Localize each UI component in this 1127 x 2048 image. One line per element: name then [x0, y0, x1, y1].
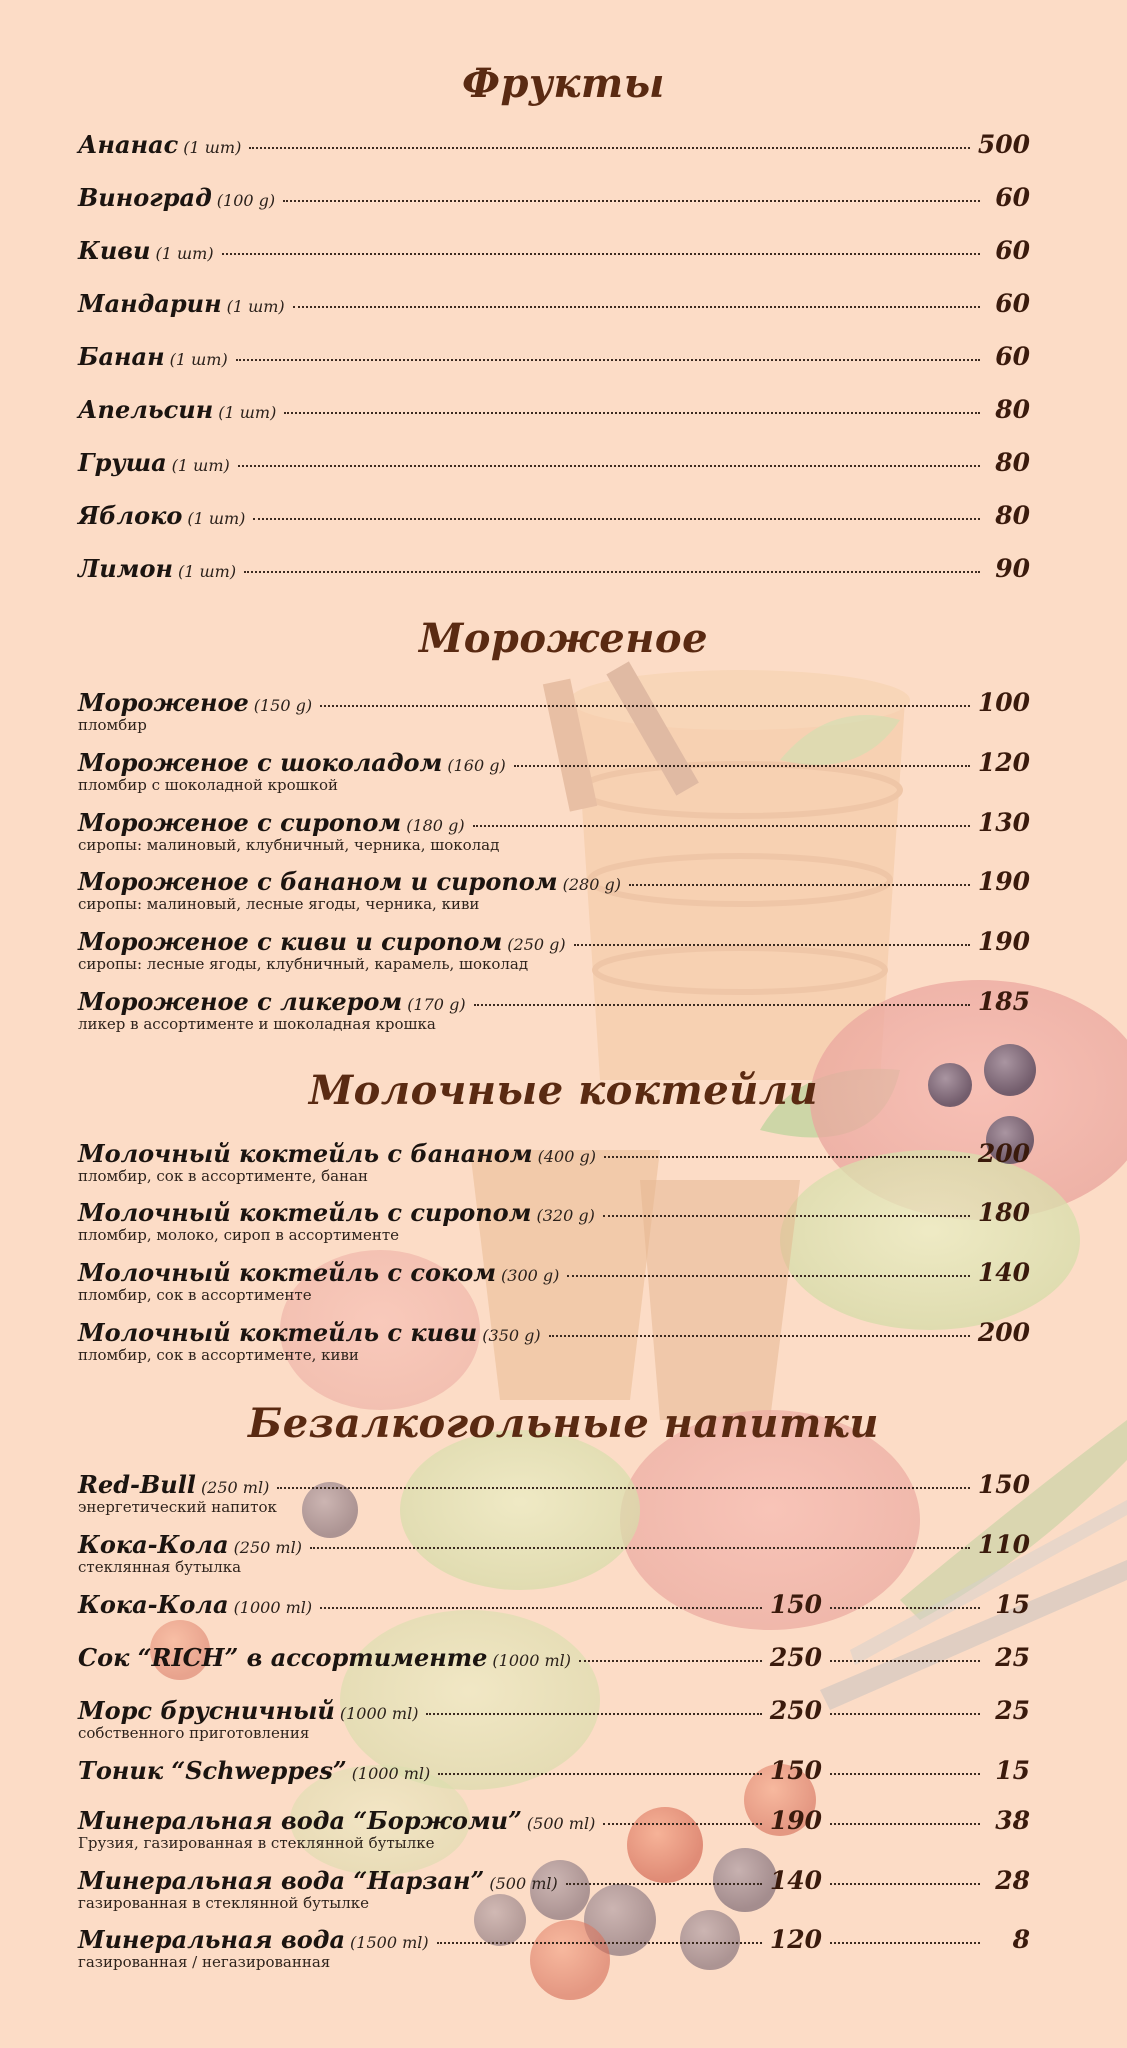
item-price: 60 [995, 289, 1030, 318]
dot-leader [604, 1156, 970, 1158]
item-price: 200 [977, 1318, 1030, 1347]
item-name: Лимон [78, 554, 173, 583]
item-portion: (1 шт) [187, 509, 246, 528]
item-price-litre: 250 [769, 1696, 822, 1725]
menu-item [78, 1696, 1030, 1742]
item-portion: (1 шт) [155, 244, 214, 263]
item-name: Минеральная вода “Боржоми” [78, 1806, 522, 1835]
section-title-fruits: Фрукты [462, 60, 665, 107]
dot-leader [830, 1607, 980, 1609]
dot-leader [830, 1823, 980, 1825]
dot-leader [603, 1215, 970, 1217]
menu-item [78, 448, 1030, 482]
item-price: 190 [977, 867, 1030, 896]
item-portion: (1 шт) [171, 456, 230, 475]
item-price-litre: 190 [769, 1806, 822, 1835]
item-name: Мороженое с ликером [78, 987, 403, 1016]
item-name: Молочный коктейль с соком [78, 1258, 497, 1287]
item-name: Мороженое [78, 688, 249, 717]
dot-leader [320, 1607, 762, 1609]
item-price-glass: 38 [995, 1806, 1030, 1835]
item-price: 80 [995, 501, 1030, 530]
item-description: пломбир с шоколадной крошкой [78, 776, 339, 794]
item-price-glass: 8 [1012, 1925, 1030, 1954]
item-price: 80 [995, 448, 1030, 477]
item-portion: (250 ml) [200, 1478, 270, 1497]
menu-item [78, 183, 1030, 217]
item-price: 150 [977, 1470, 1030, 1499]
item-price-litre: 140 [769, 1866, 822, 1895]
dot-leader [283, 200, 980, 202]
menu-item [78, 808, 1030, 854]
item-portion: (1 шт) [226, 297, 285, 316]
dot-leader [566, 1883, 762, 1885]
item-price-litre: 120 [769, 1925, 822, 1954]
item-name: Сок “RICH” в ассортименте [78, 1643, 488, 1672]
item-price: 90 [995, 554, 1030, 583]
item-price: 185 [977, 987, 1030, 1016]
item-name: Минеральная вода [78, 1925, 346, 1954]
dot-leader [830, 1883, 980, 1885]
item-price-glass: 25 [995, 1696, 1030, 1725]
dot-leader [222, 253, 980, 255]
item-price: 500 [977, 130, 1030, 159]
item-name: Red-Bull [78, 1470, 196, 1499]
item-portion: (1000 ml) [492, 1651, 571, 1670]
dot-leader [426, 1713, 761, 1715]
dot-leader [567, 1275, 969, 1277]
menu-item [78, 1139, 1030, 1185]
item-price: 110 [977, 1530, 1030, 1559]
item-portion: (160 g) [447, 756, 506, 775]
dot-leader [277, 1487, 969, 1489]
menu-item [78, 1470, 1030, 1516]
item-price-litre: 150 [769, 1756, 822, 1785]
section-title-milkshakes: Молочные коктейли [308, 1067, 819, 1114]
menu-item [78, 289, 1030, 323]
dot-leader [310, 1547, 970, 1549]
item-portion: (320 g) [536, 1206, 595, 1225]
item-portion: (1 шт) [183, 138, 242, 157]
dot-leader [830, 1773, 980, 1775]
item-price: 60 [995, 236, 1030, 265]
item-name: Апельсин [78, 395, 214, 424]
item-price: 80 [995, 395, 1030, 424]
item-price-glass: 25 [995, 1643, 1030, 1672]
item-portion: (1500 ml) [350, 1933, 429, 1952]
menu-item [78, 236, 1030, 270]
dot-leader [830, 1942, 980, 1944]
item-name: Ананас [78, 130, 179, 159]
item-price-glass: 15 [995, 1590, 1030, 1619]
item-name: Мандарин [78, 289, 222, 318]
menu-item [78, 1806, 1030, 1852]
menu-item [78, 554, 1030, 588]
item-portion: (250 ml) [233, 1538, 302, 1557]
dot-leader [238, 465, 980, 467]
dot-leader [830, 1660, 980, 1662]
item-description: пломбир, молоко, сироп в ассортименте [78, 1226, 399, 1244]
item-price: 190 [977, 927, 1030, 956]
item-portion: (300 g) [501, 1266, 560, 1285]
menu-item [78, 987, 1030, 1033]
item-description: газированная / негазированная [78, 1953, 331, 1971]
section-title-soft-drinks: Безалкогольные напитки [248, 1400, 879, 1447]
item-portion: (100 g) [216, 191, 276, 210]
item-portion: (170 g) [407, 995, 466, 1014]
item-name: Морс брусничный [78, 1696, 335, 1725]
item-price: 130 [977, 808, 1030, 837]
item-portion: (1000 ml) [339, 1704, 419, 1723]
item-description: пломбир [78, 716, 147, 734]
menu-item [78, 1198, 1030, 1244]
dot-leader [293, 306, 980, 308]
item-description: газированная в стеклянной бутылке [78, 1894, 369, 1912]
item-name: Молочный коктейль с киви [78, 1318, 478, 1347]
menu-item [78, 927, 1030, 973]
item-price: 120 [977, 748, 1030, 777]
menu-item [78, 395, 1030, 429]
item-portion: (1 шт) [178, 562, 237, 581]
menu-item [78, 1530, 1030, 1576]
item-portion: (180 g) [406, 816, 465, 835]
item-name: Банан [78, 342, 165, 371]
item-portion: (1000 ml) [351, 1764, 431, 1783]
item-description: пломбир, сок в ассортименте, банан [78, 1167, 369, 1185]
item-description: энергетический напиток [78, 1498, 277, 1516]
item-price-glass: 15 [995, 1756, 1030, 1785]
dot-leader [574, 944, 970, 946]
item-price: 100 [977, 688, 1030, 717]
item-description: сиропы: малиновый, лесные ягоды, черника, киви [78, 895, 480, 913]
item-portion: (280 g) [562, 875, 621, 894]
section-title-icecream: Мороженое [418, 615, 709, 662]
item-name: Мороженое с киви и сиропом [78, 927, 503, 956]
item-portion: (250 g) [507, 935, 566, 954]
item-portion: (150 g) [253, 696, 313, 715]
dot-leader [473, 825, 970, 827]
item-description: сиропы: малиновый, клубничный, черника, шоколад [78, 836, 500, 854]
dot-leader [629, 884, 970, 886]
item-portion: (500 ml) [526, 1814, 596, 1833]
dot-leader [603, 1823, 762, 1825]
dot-leader [438, 1773, 762, 1775]
item-price-glass: 28 [995, 1866, 1030, 1895]
item-name: Киви [78, 236, 151, 265]
dot-leader [284, 412, 980, 414]
item-description: сиропы: лесные ягоды, клубничный, карамель, шоколад [78, 955, 529, 973]
menu-item [78, 1258, 1030, 1304]
menu-item [78, 501, 1030, 535]
item-description: стеклянная бутылка [78, 1558, 242, 1576]
dot-leader [244, 571, 980, 573]
item-name: Мороженое с шоколадом [78, 748, 443, 777]
item-price: 140 [977, 1258, 1030, 1287]
dot-leader [320, 705, 970, 707]
item-portion: (350 g) [482, 1326, 541, 1345]
dot-leader [474, 1004, 970, 1006]
menu-item [78, 1756, 1030, 1790]
item-name: Минеральная вода “Нарзан” [78, 1866, 485, 1895]
menu-item [78, 1318, 1030, 1364]
item-portion: (1000 ml) [233, 1598, 313, 1617]
menu-item [78, 1643, 1030, 1677]
dot-leader [437, 1942, 762, 1944]
item-price: 60 [995, 183, 1030, 212]
item-portion: (1 шт) [169, 350, 228, 369]
menu-item [78, 1925, 1030, 1971]
item-description: ликер в ассортименте и шоколадная крошка [78, 1015, 436, 1033]
item-description: собственного приготовления [78, 1724, 310, 1742]
dot-leader [253, 518, 980, 520]
item-price-litre: 150 [769, 1590, 822, 1619]
menu-item [78, 342, 1030, 376]
menu-item [78, 130, 1030, 164]
item-name: Груша [78, 448, 167, 477]
dot-leader [579, 1660, 762, 1662]
item-portion: (400 g) [537, 1147, 596, 1166]
dot-leader [549, 1335, 970, 1337]
menu-item [78, 748, 1030, 794]
menu-item [78, 867, 1030, 913]
item-price: 180 [977, 1198, 1030, 1227]
item-name: Кока-Кола [78, 1530, 229, 1559]
item-description: Грузия, газированная в стеклянной бутылке [78, 1834, 435, 1852]
item-name: Яблоко [78, 501, 183, 530]
menu-item [78, 1866, 1030, 1912]
item-price: 200 [977, 1139, 1030, 1168]
item-portion: (500 ml) [489, 1874, 558, 1893]
item-name: Тоник “Schweppes” [78, 1756, 347, 1785]
dot-leader [236, 359, 980, 361]
dot-leader [249, 147, 969, 149]
item-name: Молочный коктейль с сиропом [78, 1198, 532, 1227]
item-name: Мороженое с бананом и сиропом [78, 867, 558, 896]
item-description: пломбир, сок в ассортименте, киви [78, 1346, 359, 1364]
item-name: Виноград [78, 183, 212, 212]
menu-item [78, 1590, 1030, 1624]
item-description: пломбир, сок в ассортименте [78, 1286, 312, 1304]
item-name: Кока-Кола [78, 1590, 229, 1619]
item-name: Мороженое с сиропом [78, 808, 402, 837]
item-price-litre: 250 [769, 1643, 822, 1672]
item-portion: (1 шт) [218, 403, 277, 422]
menu-item [78, 688, 1030, 734]
dot-leader [514, 765, 970, 767]
item-name: Молочный коктейль с бананом [78, 1139, 533, 1168]
item-price: 60 [995, 342, 1030, 371]
dot-leader [830, 1713, 980, 1715]
